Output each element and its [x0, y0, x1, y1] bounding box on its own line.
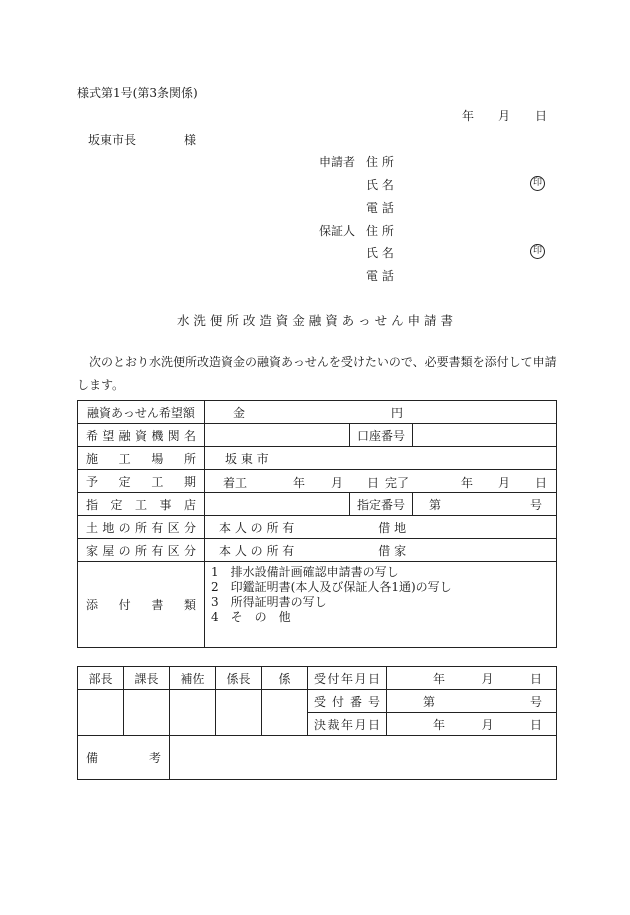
amount-unit: 円	[391, 405, 404, 420]
stamp-kakari[interactable]	[262, 690, 308, 736]
guarantor-name-label: 氏 名	[366, 246, 394, 260]
date-day: 日	[535, 109, 548, 123]
guarantor-address-label: 住 所	[366, 224, 394, 238]
application-table	[77, 400, 557, 648]
decision-date-field[interactable]	[387, 713, 557, 736]
house-row	[78, 539, 557, 562]
period-month-1: 月	[331, 476, 344, 490]
applicant-address-label: 住 所	[366, 155, 394, 169]
remarks-field[interactable]	[170, 736, 557, 780]
office-table	[77, 666, 557, 780]
attachments-label: 添 付 書 類	[86, 598, 196, 612]
contractor-field[interactable]	[205, 493, 350, 516]
land-own: 本 人 の 所 有	[219, 520, 295, 535]
stamp-hosa[interactable]	[170, 690, 216, 736]
site-label: 施 工 場 所	[86, 451, 196, 466]
period-row	[78, 470, 557, 493]
house-lease: 借 家	[378, 543, 407, 558]
date-month: 月	[498, 109, 511, 123]
received-year: 年	[433, 671, 446, 686]
intro-line-2: します。	[77, 378, 125, 392]
received-no-prefix: 第	[423, 694, 436, 709]
site-value: 坂 東 市	[225, 451, 269, 466]
house-own: 本 人 の 所 有	[219, 543, 295, 558]
received-date-label: 受 付 年 月 日	[314, 671, 380, 686]
contractor-row	[78, 493, 557, 516]
period-day-2: 日	[535, 476, 548, 490]
attachment-item: 3 所得証明書の写し	[211, 595, 327, 609]
office-row-2	[78, 690, 557, 713]
period-year-2: 年	[461, 476, 474, 490]
received-month: 月	[481, 671, 494, 686]
land-lease: 借 地	[378, 520, 407, 535]
col-kakaricho: 係長	[216, 667, 262, 690]
col-kakari: 係	[262, 667, 308, 690]
house-label: 家 屋 の 所 有 区 分	[86, 543, 196, 558]
attachment-item: 2 印鑑証明書(本人及び保証人各1通)の写し	[211, 580, 452, 594]
bank-row	[78, 424, 557, 447]
received-no-label: 受 付 番 号	[314, 694, 380, 709]
decision-day: 日	[529, 717, 542, 732]
land-row	[78, 516, 557, 539]
period-day-1: 日	[367, 476, 380, 490]
stamp-kacho[interactable]	[124, 690, 170, 736]
office-row-1	[78, 667, 557, 690]
received-date-field[interactable]	[387, 667, 557, 690]
received-no-suffix: 号	[529, 694, 542, 709]
period-year-1: 年	[293, 476, 306, 490]
period-end: 完了	[385, 476, 410, 490]
remarks-row	[78, 736, 557, 780]
amount-prefix: 金	[233, 405, 246, 420]
contractor-label: 指 定 工 事 店	[86, 497, 196, 512]
designation-prefix: 第	[429, 497, 442, 512]
document-title: 水 洗 便 所 改 造 資 金 融 資 あ っ せ ん 申 請 書	[176, 313, 454, 328]
site-row	[78, 447, 557, 470]
addressee: 坂東市長	[88, 133, 137, 147]
bank-label: 希 望 融 資 機 関 名	[86, 428, 196, 443]
guarantor-seal-icon: 印	[530, 244, 545, 259]
intro-line-1: 次のとおり水洗便所改造資金の融資あっせんを受けたいので、必要書類を添付して申請	[89, 355, 557, 369]
designation-suffix: 号	[529, 497, 542, 512]
decision-date-label: 決 裁 年 月 日	[314, 717, 380, 732]
applicant-seal-icon: 印	[530, 176, 545, 191]
applicant-role: 申請者	[319, 155, 356, 169]
received-day: 日	[529, 671, 542, 686]
period-label: 予 定 工 期	[86, 474, 196, 489]
decision-year: 年	[433, 717, 446, 732]
remarks-label-2: 考	[148, 751, 161, 765]
land-field[interactable]	[205, 516, 557, 539]
amount-field[interactable]	[205, 401, 557, 424]
col-kacho: 課長	[124, 667, 170, 690]
bank-field[interactable]	[205, 424, 350, 447]
date-year: 年	[462, 109, 475, 123]
stamp-bucho[interactable]	[78, 690, 124, 736]
account-label: 口座番号	[350, 424, 413, 447]
applicant-phone-label: 電 話	[366, 201, 394, 215]
attachments-list	[205, 562, 556, 625]
period-field[interactable]	[205, 470, 557, 493]
land-label: 土 地 の 所 有 区 分	[86, 520, 196, 535]
attachments-row	[78, 562, 557, 648]
designation-field[interactable]	[413, 493, 557, 516]
honorific: 様	[184, 133, 197, 147]
account-field[interactable]	[413, 424, 557, 447]
attachment-item: 1 排水設備計画確認申請書の写し	[211, 565, 399, 579]
amount-label: 融資あっせん希望額	[78, 401, 205, 424]
attachments-field	[205, 562, 557, 648]
period-start: 着工	[223, 476, 248, 490]
guarantor-role: 保証人	[319, 224, 356, 238]
applicant-name-label: 氏 名	[366, 178, 394, 192]
designation-label: 指定番号	[350, 493, 413, 516]
col-hosa: 補佐	[170, 667, 216, 690]
remarks-label-1: 備	[86, 751, 99, 765]
period-month-2: 月	[498, 476, 511, 490]
guarantor-phone-label: 電 話	[366, 269, 394, 283]
attachment-item: 4 そ の 他	[211, 610, 291, 624]
form-number: 様式第1号(第3条関係)	[77, 86, 198, 100]
received-no-field[interactable]	[387, 690, 557, 713]
site-field[interactable]	[205, 447, 557, 470]
col-bucho: 部長	[78, 667, 124, 690]
remarks-label	[78, 749, 169, 766]
decision-month: 月	[481, 717, 494, 732]
stamp-kakaricho[interactable]	[216, 690, 262, 736]
house-field[interactable]	[205, 539, 557, 562]
amount-row	[78, 401, 557, 424]
